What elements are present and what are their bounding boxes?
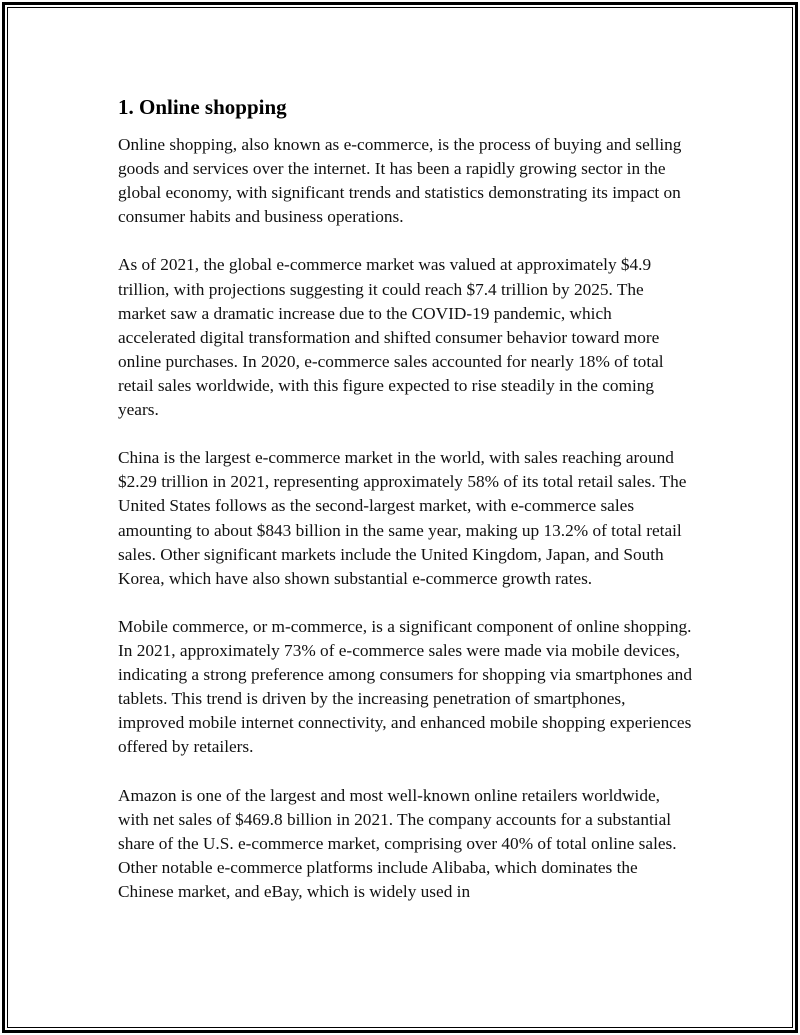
paragraph-amazon: Amazon is one of the largest and most well-known online retailers worldwide, with net sales of $469.8 billion in 2021. The company accounts for a substantial share of the U.S. e-commerce market, comprising over 40% of total online sales. Other notable e-commerce platforms include Alibaba, which dominates the Chinese market, and eBay, which is widely used in [118,785,677,901]
paragraph-intro: Online shopping, also known as e-commerce, is the process of buying and selling goods and services over the internet. It has been a rapidly growing sector in the global economy, with significant trends and statistics demonstrating its impact on consumer habits and business operations. [118,135,682,227]
paragraph-mobile-commerce: Mobile commerce, or m-commerce, is a significant component of online shopping. In 2021, approximately 73% of e-commerce sales were made via mobile devices, indicating a strong preference among consumers for shopping via smartphones and tablets. This trend is driven by the increasing penetration of smartphones, improved mobile internet connectivity, and enhanced mobile shopping experiences offered by retailers. [118,616,692,757]
section-heading: 1. Online shopping [118,95,287,119]
paragraph-global-market: As of 2021, the global e-commerce market was valued at approximately $4.9 trillion, with projections suggesting it could reach $7.4 trillion by 2025. The market saw a dramatic increase due to the COVID-19 pandemic, which accelerated digital transformation and shifted consumer behavior toward more online purchases. In 2020, e-commerce sales accounted for nearly 18% of total retail sales worldwide, with this figure expected to rise steadily in the coming years. [118,255,664,420]
document-body [118,93,693,928]
paragraph-china-us-markets: China is the largest e-commerce market in the world, with sales reaching around $2.29 trillion in 2021, representing approximately 58% of its total retail sales. The United States follows as the second-largest market, with e-commerce sales amounting to about $843 billion in the same year, making up 13.2% of total retail sales. Other significant markets include the United Kingdom, Japan, and South Korea, which have also shown substantial e-commerce growth rates. [118,448,687,588]
